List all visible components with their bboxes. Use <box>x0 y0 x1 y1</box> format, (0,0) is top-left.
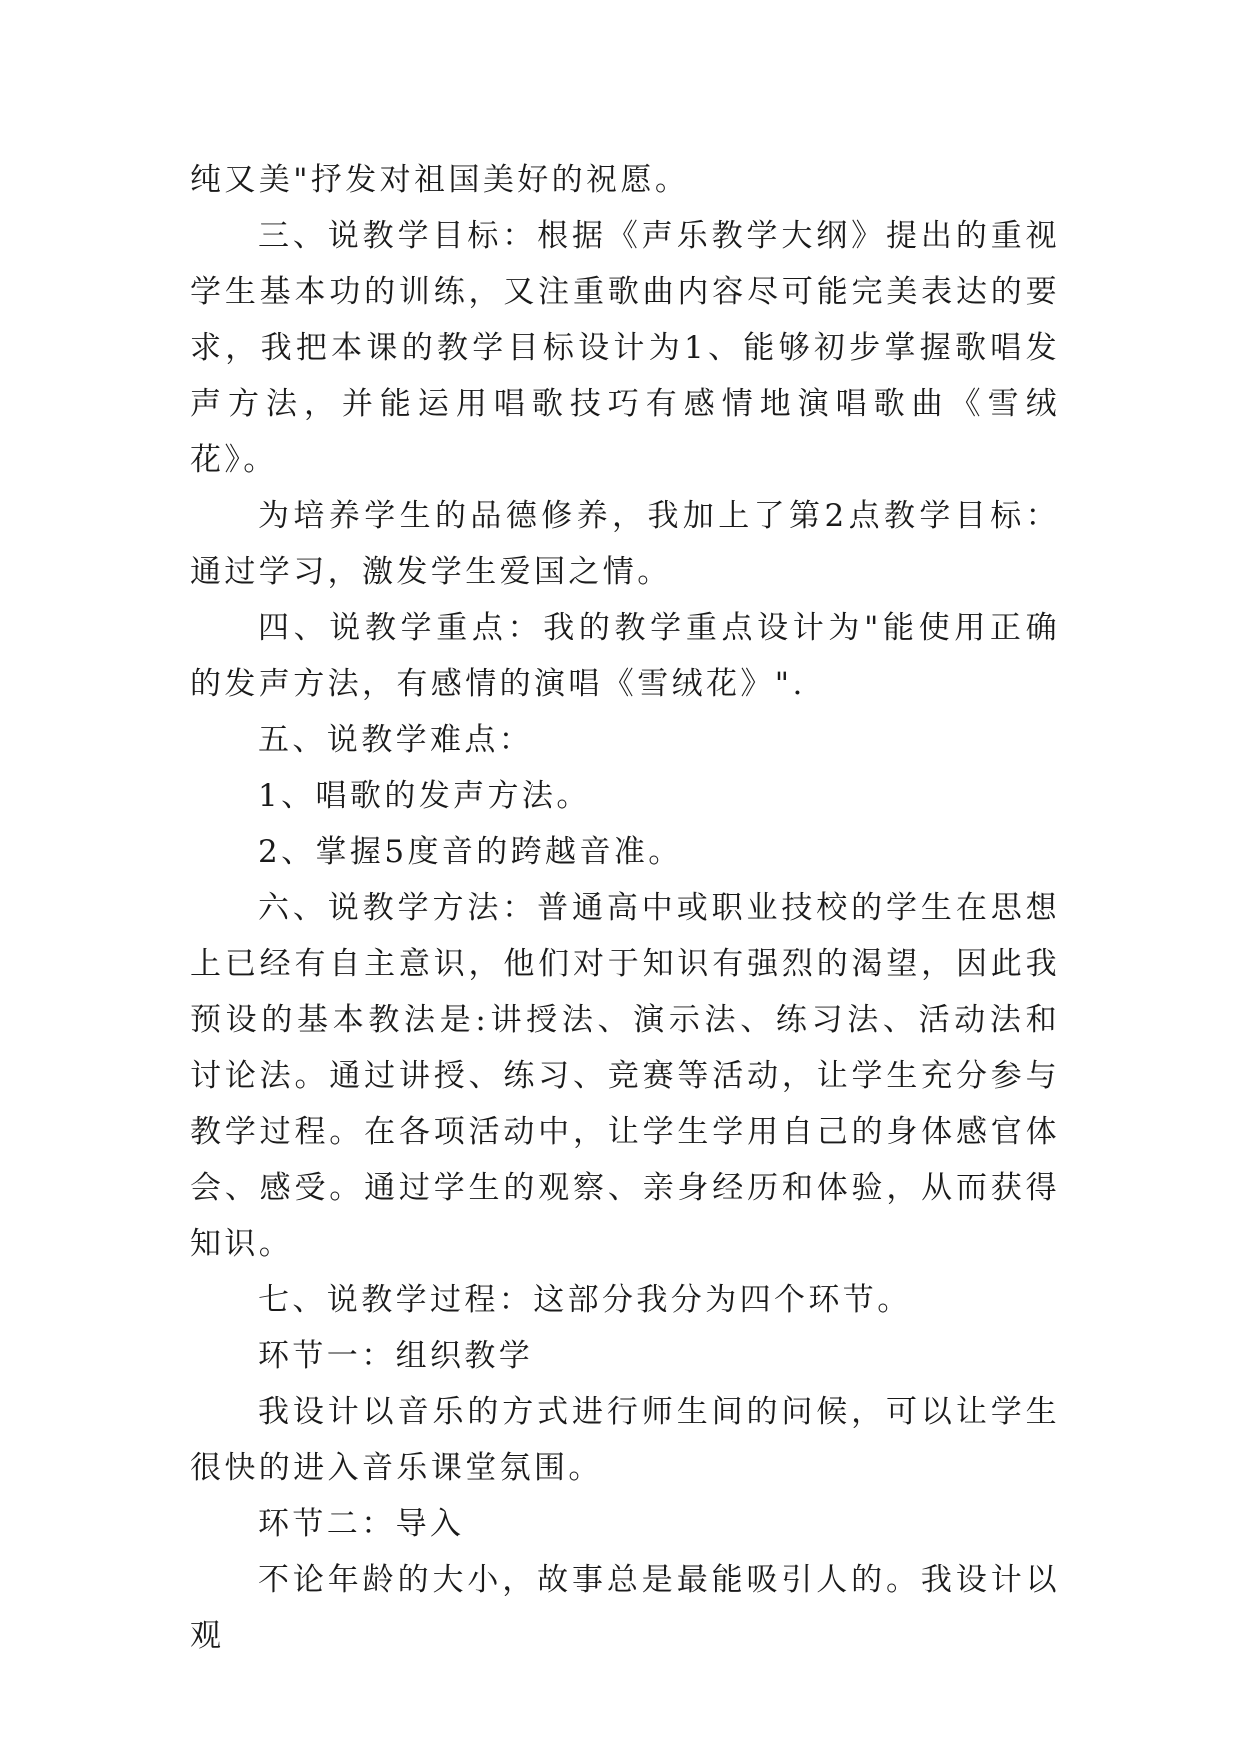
paragraph-11: 我设计以音乐的方式进行师生间的问候，可以让学生很快的进入音乐课堂氛围。 <box>190 1394 1060 1486</box>
document-body <box>190 152 1060 1664</box>
paragraph-6: 1、唱歌的发声方法。 <box>258 778 591 814</box>
paragraph-9: 七、说教学过程：这部分我分为四个环节。 <box>258 1282 912 1318</box>
paragraph-4: 四、说教学重点：我的教学重点设计为"能使用正确的发声方法，有感情的演唱《雪绒花》". <box>190 610 1060 702</box>
paragraph-13: 不论年龄的大小，故事总是最能吸引人的。我设计以观 <box>190 1562 1060 1654</box>
paragraph-5: 五、说教学难点： <box>258 722 534 758</box>
paragraph-3: 为培养学生的品德修养，我加上了第2点教学目标：通过学习，激发学生爱国之情。 <box>190 498 1060 590</box>
paragraph-7: 2、掌握5度音的跨越音准。 <box>258 834 683 870</box>
paragraph-10: 环节一：组织教学 <box>258 1338 534 1374</box>
paragraph-8: 六、说教学方法：普通高中或职业技校的学生在思想上已经有自主意识，他们对于知识有强烈的渴望，因此我预设的基本教法是:讲授法、演示法、练习法、活动法和讨论法。通过讲授、练习、竞赛等活动，让学生充分参与教学过程。在各项活动中，让学生学用自己的身体感官体会、感受。通过学生的观察、亲身经历和体验，从而获得知识。 <box>190 890 1060 1262</box>
paragraph-12: 环节二：导入 <box>258 1506 465 1542</box>
paragraph-1: 纯又美"抒发对祖国美好的祝愿。 <box>190 162 690 198</box>
paragraph-2: 三、说教学目标：根据《声乐教学大纲》提出的重视学生基本功的训练，又注重歌曲内容尽可能完美表达的要求，我把本课的教学目标设计为1、能够初步掌握歌唱发声方法，并能运用唱歌技巧有感情地演唱歌曲《雪绒花》。 <box>190 218 1060 478</box>
